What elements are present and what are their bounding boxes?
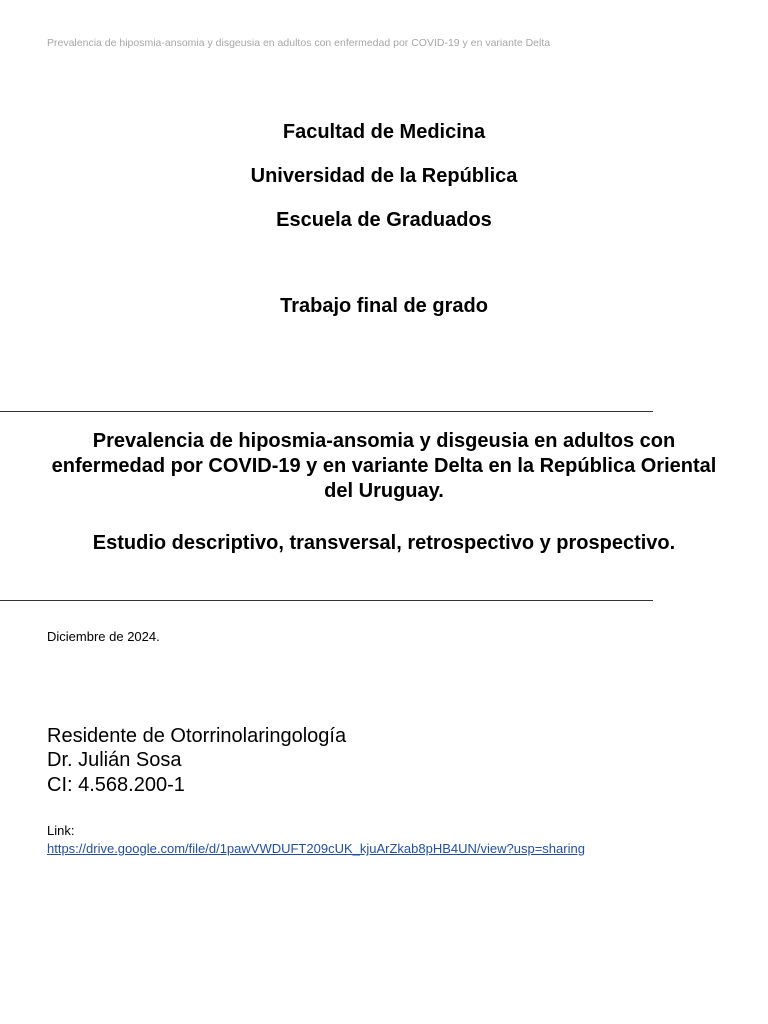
university-name: Universidad de la República: [250, 165, 518, 187]
author-id: CI: 4.568.200-1: [47, 774, 185, 796]
faculty-name: Facultad de Medicina: [282, 121, 486, 143]
submission-date: Diciembre de 2024.: [47, 629, 160, 644]
school-name: Escuela de Graduados: [276, 209, 492, 231]
thesis-subtitle: Estudio descriptivo, transversal, retrospectivo y prospectivo.: [92, 532, 676, 554]
top-divider: [0, 411, 653, 412]
author-name: Dr. Julián Sosa: [47, 749, 182, 771]
link-label: Link:: [47, 823, 75, 838]
work-type: Trabajo final de grado: [280, 295, 488, 317]
author-role: Residente de Otorrinolaringología: [47, 725, 347, 747]
running-header: Prevalencia de hiposmia-ansomia y disgeusia en adultos con enfermedad por COVID-19 y en variante Delta: [47, 37, 551, 49]
drive-link[interactable]: https://drive.google.com/file/d/1pawVWDUFT209cUK_kjuArZkab8pHB4UN/view?usp=sharing: [47, 841, 585, 856]
thesis-title: Prevalencia de hiposmia-ansomia y disgeusia en adultos con enfermedad por COVID-19 y en variante Delta en la República Oriental del Uruguay.: [51, 430, 717, 502]
bottom-divider: [0, 600, 653, 601]
